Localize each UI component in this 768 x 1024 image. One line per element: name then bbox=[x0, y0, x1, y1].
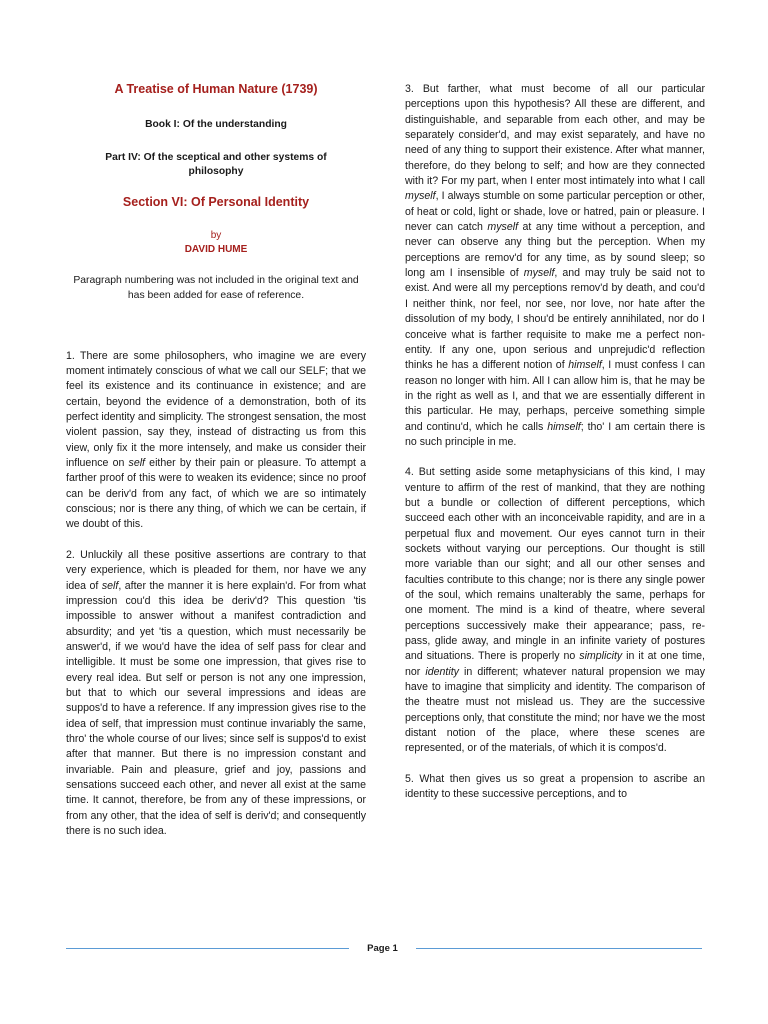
document-title: A Treatise of Human Nature (1739) bbox=[114, 82, 318, 96]
paragraph-4: 4. But setting aside some metaphysicians of this kind, I may venture to affirm of the rest of mankind, that they are nothing but a bundle or collection of different perceptions, which succeed each other with an inconceivable rapidity, and are in a perpetual flux and movement. Our eyes cannot turn in their sockets without varying our perceptions. Our thought is still more variable than our sight; and all our other senses and faculties contribute to this change; nor is there any single power of the soul, which remains unalterably the same, perhaps for one moment. The mind is a kind of theatre, where several perceptions successively make their appearance; pass, re-pass, glide away, and mingle in an infinite variety of postures and situations. There is properly no simplicity in it at one time, nor identity in different; whatever natural propension we may have to imagine that simplicity and identity. The comparison of the theatre must not mislead us. They are the successive perceptions only, that constitute the mind; nor have we the most distant notion of the place, where these scenes are represented, or of the materials, of which it is compos'd. bbox=[405, 466, 705, 755]
part-heading: Part IV: Of the sceptical and other systems of philosophy bbox=[105, 152, 327, 178]
page-footer bbox=[66, 942, 702, 956]
page-number: Page 1 bbox=[367, 943, 398, 954]
paragraph-2: 2. Unluckily all these positive assertions are contrary to that very experience, which is pleaded for them, nor have we any idea of self, after the manner it is here explain'd. For from what impression cou'd this idea be deriv'd? This question 'tis impossible to answer without a manifest contradiction and absurdity; and yet 'tis a question, which must necessarily be answer'd, if we wou'd have the idea of self pass for clear and intelligible. It must be some one impression, that gives rise to every real idea. But self or person is not any one impression, but that to which our several impressions and ideas are suppos'd to have a reference. If any impression gives rise to the idea of self, that impression must continue invariably the same, thro' the whole course of our lives; since self is suppos'd to exist after that manner. But there is no impression constant and invariable. Pain and pleasure, grief and joy, passions and sensations succeed each other, and never all exist at the same time. It cannot, therefore, be from any of these impressions, or from any other, that the idea of self is deriv'd; and consequently there is no such idea. bbox=[66, 548, 366, 837]
footer-rule-left bbox=[66, 948, 349, 949]
footer-rule-right bbox=[416, 948, 702, 949]
section-heading: Section VI: Of Personal Identity bbox=[122, 195, 310, 210]
author-name: DAVID HUME bbox=[184, 243, 248, 255]
paragraph-1: 1. There are some philosophers, who imagine we are every moment intimately conscious of what we call our SELF; that we feel its existence and its continuance in existence; and are certain, beyond the evidence of a demonstration, both of its perfect identity and simplicity. The strongest sensation, the most violent passion, say they, instead of distracting us from this view, only fix it the more intensely, and make us consider their influence on self either by their pain or pleasure. To attempt a farther proof of this were to weaken its evidence; since no proof can be deriv'd from any fact, of which we are so intimately conscious; nor is there any thing, of which we can be certain, if we doubt of this. bbox=[66, 349, 366, 531]
book-heading: Book I: Of the understanding bbox=[145, 119, 287, 131]
editorial-note: Paragraph numbering was not included in the original text and has been added for ease of reference. bbox=[73, 274, 359, 302]
right-column bbox=[405, 82, 705, 802]
paragraph-3: 3. But farther, what must become of all our particular perceptions upon this hypothesis? All these are different, and distinguishable, and separable from each other, and may be separately consider'd, and may exist separately, and have no need of any thing to support their existence. After what manner, therefore, do they belong to self; and how are they connected with it? For my part, when I enter most intimately into what I call myself, I always stumble on some particular perception or other, of heat or cold, light or shade, love or hatred, pain or pleasure. I never can catch myself at any time without a perception, and never can observe any thing but the perception. When my perceptions are remov'd for any time, as by sound sleep; so long am I insensible of myself, and may truly be said not to exist. And were all my perceptions remov'd by death, and cou'd I neither think, nor feel, nor see, nor love, nor hate after the dissolution of my body, I shou'd be entirely annihilated, nor do I conceive what is farther requisite to make me a perfect non-entity. If any one, upon serious and unprejudic'd reflection thinks he has a different notion of himself, I must confess I can reason no longer with him. All I can allow him is, that he may be in the right as well as I, and that we are essentially different in this particular. He may, perhaps, perceive something simple and continu'd, which he calls himself; tho' I am certain there is no such principle in me. bbox=[405, 83, 706, 448]
paragraph-5: 5. What then gives us so great a propension to ascribe an identity to these successive perceptions, and to bbox=[405, 772, 705, 801]
left-column bbox=[66, 80, 366, 839]
byline-by: by bbox=[210, 229, 222, 241]
